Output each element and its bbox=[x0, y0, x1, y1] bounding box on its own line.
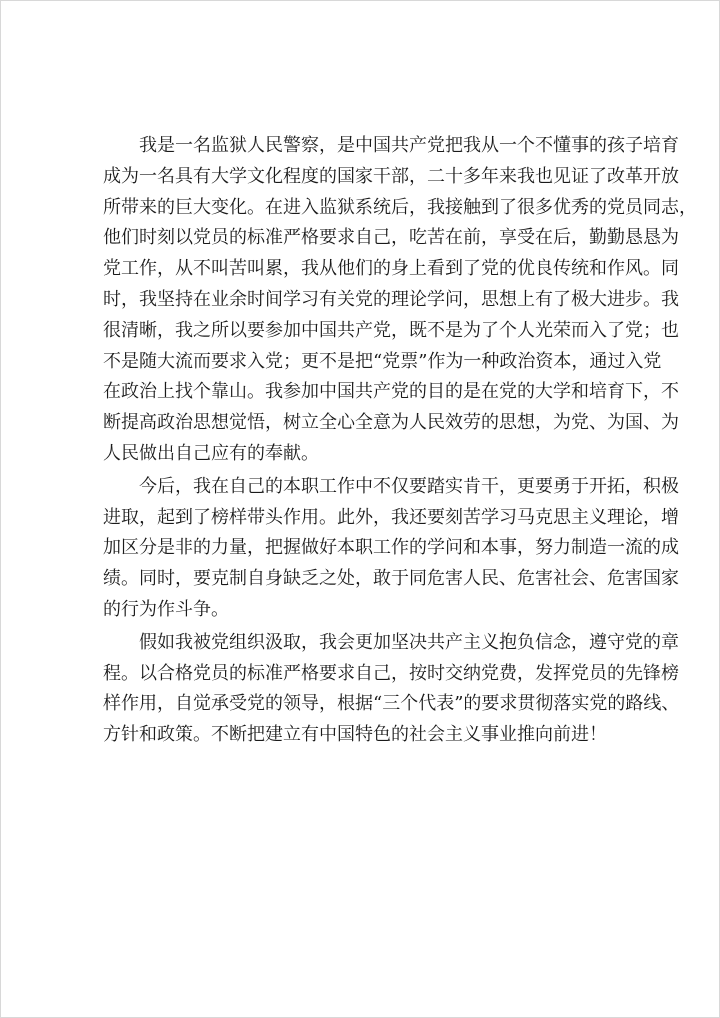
document-body bbox=[103, 131, 697, 751]
text-line: 方针和政策。不断把建立有中国特色的社会主义事业推向前进！ bbox=[103, 724, 607, 746]
text-line: 很清晰，我之所以要参加中国共产党，既不是为了个人光荣而入了党；也 bbox=[103, 319, 679, 341]
text-line: 断提高政治思想觉悟，树立全心全意为人民效劳的思想，为党、为国、为 bbox=[103, 412, 679, 434]
paragraph bbox=[103, 472, 679, 626]
text-line: 加区分是非的力量，把握做好本职工作的学问和本事，努力制造一流的成 bbox=[103, 537, 679, 559]
text-line: 在政治上找个靠山。我参加中国共产党的目的是在党的大学和培育下，不 bbox=[103, 381, 679, 403]
paragraph bbox=[103, 628, 680, 751]
text-line: 绩。同时，要克制自身缺乏之处，敢于同危害人民、危害社会、危害国家 bbox=[103, 568, 679, 590]
text-line: 假如我被党组织汲取，我会更加坚决共产主义抱负信念，遵守党的章 bbox=[139, 631, 679, 653]
text-line: 我是一名监狱人民警察，是中国共产党把我从一个不懂事的孩子培育 bbox=[139, 135, 679, 156]
text-line: 时，我坚持在业余时间学习有关党的理论学问，思想上有了极大进步。我 bbox=[103, 288, 679, 310]
text-line: 人民做出自己应有的奉献。 bbox=[103, 442, 319, 464]
text-line: 所带来的巨大变化。在进入监狱系统后，我接触到了很多优秀的党员同志， bbox=[103, 196, 697, 218]
paragraph bbox=[103, 131, 697, 470]
text-line: 样作用，自觉承受党的领导，根据“三个代表”的要求贯彻落实党的路线、 bbox=[103, 693, 680, 715]
text-line: 党工作，从不叫苦叫累，我从他们的身上看到了党的优良传统和作风。同 bbox=[103, 258, 679, 280]
text-line: 他们时刻以党员的标准严格要求自己，吃苦在前，享受在后，勤勤恳恳为 bbox=[103, 227, 679, 249]
text-line: 程。以合格党员的标准严格要求自己，按时交纳党费，发挥党员的先锋榜 bbox=[103, 662, 679, 684]
text-line: 成为一名具有大学文化程度的国家干部，二十多年来我也见证了改革开放 bbox=[103, 165, 679, 187]
text-line: 今后，我在自己的本职工作中不仅要踏实肯干，更要勇于开拓，积极 bbox=[139, 475, 679, 497]
text-line: 不是随大流而要求入党；更不是把“党票”作为一种政治资本，通过入党 bbox=[103, 350, 662, 372]
text-line: 的行为作斗争。 bbox=[103, 598, 229, 620]
text-line: 进取，起到了榜样带头作用。此外，我还要刻苦学习马克思主义理论，增 bbox=[103, 506, 679, 528]
